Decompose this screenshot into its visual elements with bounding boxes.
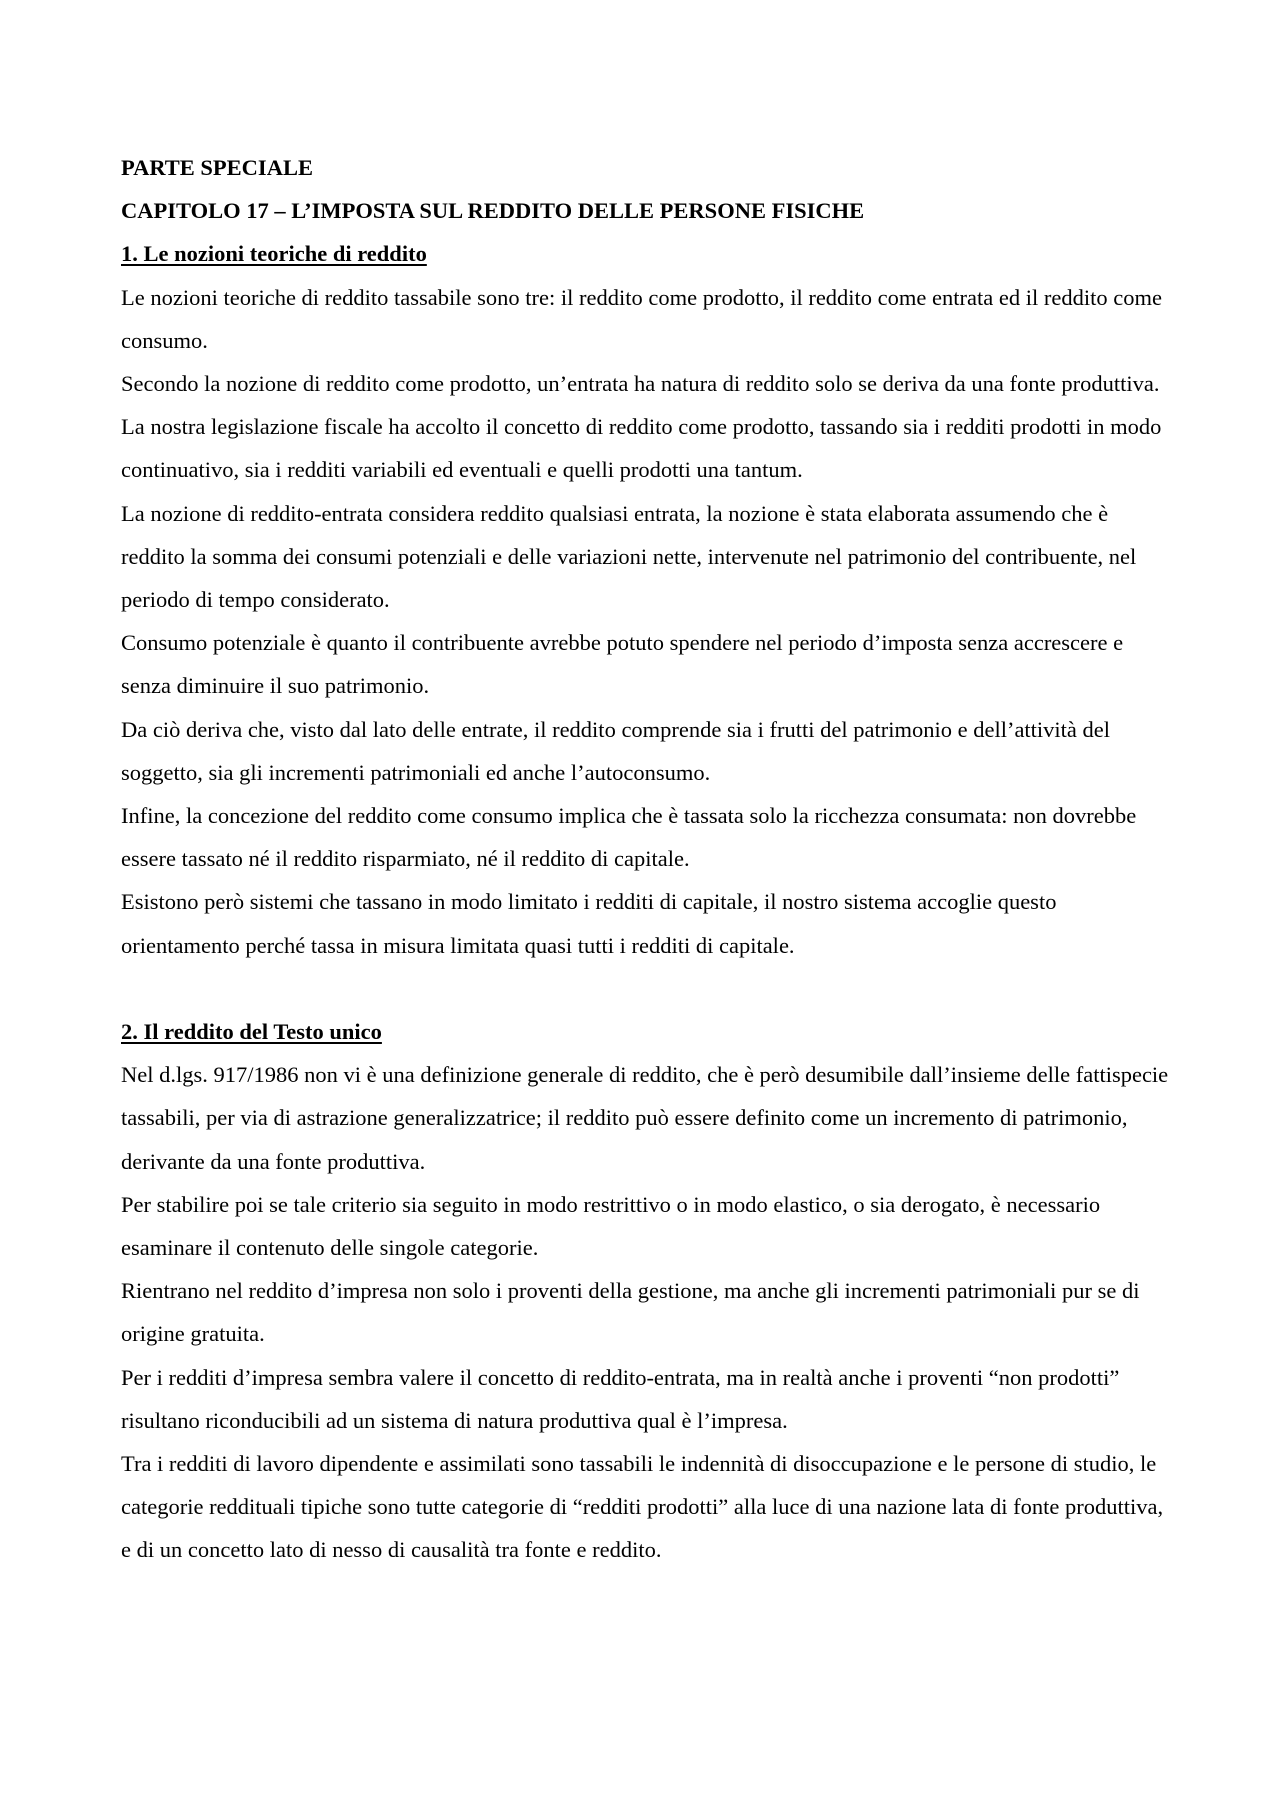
section-1-paragraph: La nostra legislazione fiscale ha accolto il concetto di reddito come prodotto, tassando sia i redditi prodotti in modo continuativo, sia i redditi variabili ed eventuali e quelli prodotti una tantum. (121, 414, 1162, 483)
section-1-paragraph: La nozione di reddito-entrata considera reddito qualsiasi entrata, la nozione è stata elaborata assumendo che è reddito la somma dei consumi potenziali e delle variazioni nette, intervenute nel patrimonio del contribuente, nel periodo di tempo considerato. (121, 500, 1137, 613)
part-title: PARTE SPECIALE (121, 155, 313, 180)
section-1-paragraph: Le nozioni teoriche di reddito tassabile sono tre: il reddito come prodotto, il reddito come entrata ed il reddito come consumo. (121, 284, 1162, 353)
section-1-title-text: 1. Le nozioni teoriche di reddito (121, 241, 427, 267)
section-1-title (121, 232, 1171, 275)
section-2-title-underline-tail (382, 1010, 396, 1053)
section-2-paragraph: Nel d.lgs. 917/1986 non vi è una definizione generale di reddito, che è però desumibile dall’insieme delle fattispecie tassabili, per via di astrazione generalizzatrice; il reddito può essere definito come un incremento di patrimonio, derivante da una fonte produttiva. (121, 1062, 1169, 1174)
section-1-title-underline-tail (427, 232, 441, 275)
section-2-paragraph: Rientrano nel reddito d’impresa non solo i proventi della gestione, ma anche gli incrementi patrimoniali pur se di origine gratuita. (121, 1278, 1140, 1347)
section-2-paragraph: Per i redditi d’impresa sembra valere il concetto di reddito-entrata, ma in realtà anche i proventi “non prodotti” risultano riconducibili ad un sistema di natura produttiva qual è l’impresa. (121, 1364, 1120, 1433)
section-1-paragraph: Infine, la concezione del reddito come consumo implica che è tassata solo la ricchezza consumata: non dovrebbe essere tassato né il reddito risparmiato, né il reddito di capitale. (121, 803, 1137, 872)
section-1-paragraph: Da ciò deriva che, visto dal lato delle entrate, il reddito comprende sia i frutti del patrimonio e dell’attività del soggetto, sia gli incrementi patrimoniali ed anche l’autoconsumo. (121, 716, 1111, 785)
section-1-paragraph: Secondo la nozione di reddito come prodotto, un’entrata ha natura di reddito solo se deriva da una fonte produttiva. (121, 371, 1160, 397)
section-1-paragraph: Esistono però sistemi che tassano in modo limitato i redditi di capitale, il nostro sistema accoglie questo orientamento perché tassa in misura limitata quasi tutti i redditi di capitale. (121, 889, 1057, 958)
section-2-title (121, 1010, 1171, 1053)
document-page (121, 146, 1171, 1572)
section-1-paragraph: Consumo potenziale è quanto il contribuente avrebbe potuto spendere nel periodo d’imposta senza accrescere e senza diminuire il suo patrimonio. (121, 630, 1124, 699)
section-2-title-text: 2. Il reddito del Testo unico (121, 1019, 382, 1045)
section-spacer (121, 967, 1171, 1010)
chapter-title: CAPITOLO 17 – L’IMPOSTA SUL REDDITO DELLE PERSONE FISICHE (121, 198, 865, 224)
section-2-paragraph: Per stabilire poi se tale criterio sia seguito in modo restrittivo o in modo elastico, o sia derogato, è necessario esaminare il contenuto delle singole categorie. (121, 1191, 1101, 1261)
section-2-paragraph: Tra i redditi di lavoro dipendente e assimilati sono tassabili le indennità di disoccupazione e le persone di studio, le categorie reddituali tipiche sono tutte categorie di “redditi prodotti” alla luce di una nazione lata di fonte produttiva, e di un concetto lato di nesso di causalità tra fonte e reddito. (121, 1451, 1164, 1563)
